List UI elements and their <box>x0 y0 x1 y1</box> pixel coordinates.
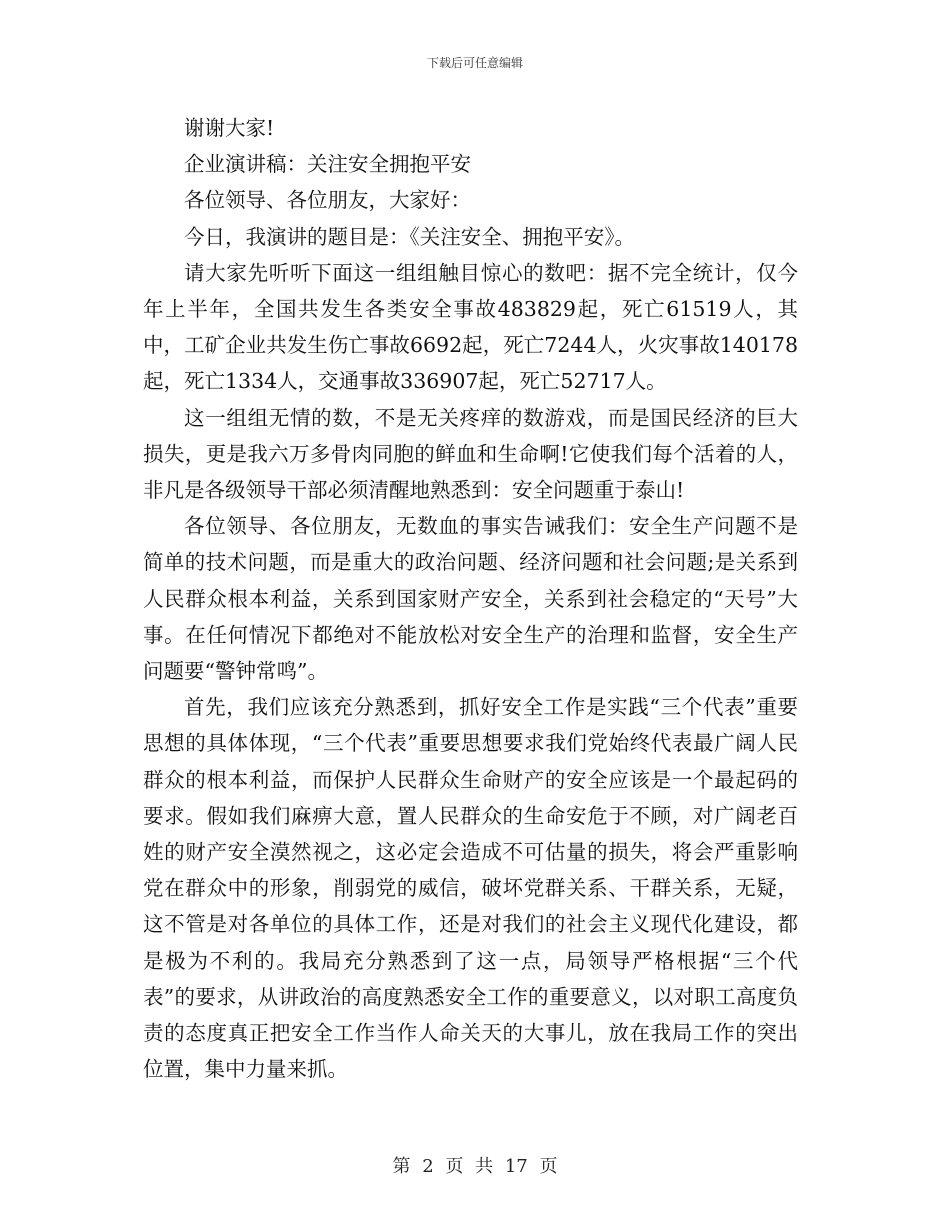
paragraph: 各位领导、各位朋友，大家好： <box>184 188 471 213</box>
paragraph: 企业演讲稿：关注安全拥抱平安 <box>184 152 471 177</box>
paragraph: 各位领导、各位朋友，无数血的事实告诫我们：安全生产问题不是简单的技术问题，而是重大的政治问题、经济问题和社会问题;是关系到人民群众根本利益，关系到国家财产安全，关系到社会稳定的“天号”大事。在任何情况下都绝对不能放松对安全生产的治理和监督，安全生产问题要“警钟常鸣”。 <box>143 514 798 684</box>
document-body <box>143 110 798 1087</box>
paragraph: 这一组组无情的数，不是无关疼痒的数游戏，而是国民经济的巨大损失，更是我六万多骨肉同胞的鲜血和生命啊!它使我们每个活着的人，非凡是各级领导干部必须清醒地熟悉到：安全问题重于泰山! <box>143 405 798 503</box>
page-header-note: 下载后可任意编辑 <box>426 56 523 70</box>
paragraph: 今日，我演讲的题目是：《关注安全、拥抱平安》。 <box>184 224 635 249</box>
paragraph: 请大家先听听下面这一组组触目惊心的数吧：据不完全统计，仅今年上半年，全国共发生各类安全事故483829起，死亡61519人，其中，工矿企业共发生伤亡事故6692起，死亡7244人，火灾事故140178起，死亡1334人，交通事故336907起，死亡52717人。 <box>143 260 798 394</box>
page-number: 第 2 页 共 17 页 <box>392 1156 558 1177</box>
paragraph: 谢谢大家! <box>184 116 275 140</box>
paragraph: 首先，我们应该充分熟悉到，抓好安全工作是实践“三个代表”重要思想的具体体现，“三个代表”重要思想要求我们党始终代表最广阔人民群众的根本利益，而保护人民群众生命财产的安全应该是一个最起码的要求。假如我们麻痹大意，置人民群众的生命安危于不顾，对广阔老百姓的财产安全漠然视之，这必定会造成不可估量的损失，将会严重影响党在群众中的形象，削弱党的威信，破坏党群关系、干群关系，无疑，这不管是对各单位的具体工作，还是对我们的社会主义现代化建设，都是极为不利的。我局充分熟悉到了这一点，局领导严格根据“三个代表”的要求，从讲政治的高度熟悉安全工作的重要意义，以对职工高度负责的态度真正把安全工作当作人命关天的大事儿，放在我局工作的突出位置，集中力量来抓。 <box>143 695 798 1082</box>
